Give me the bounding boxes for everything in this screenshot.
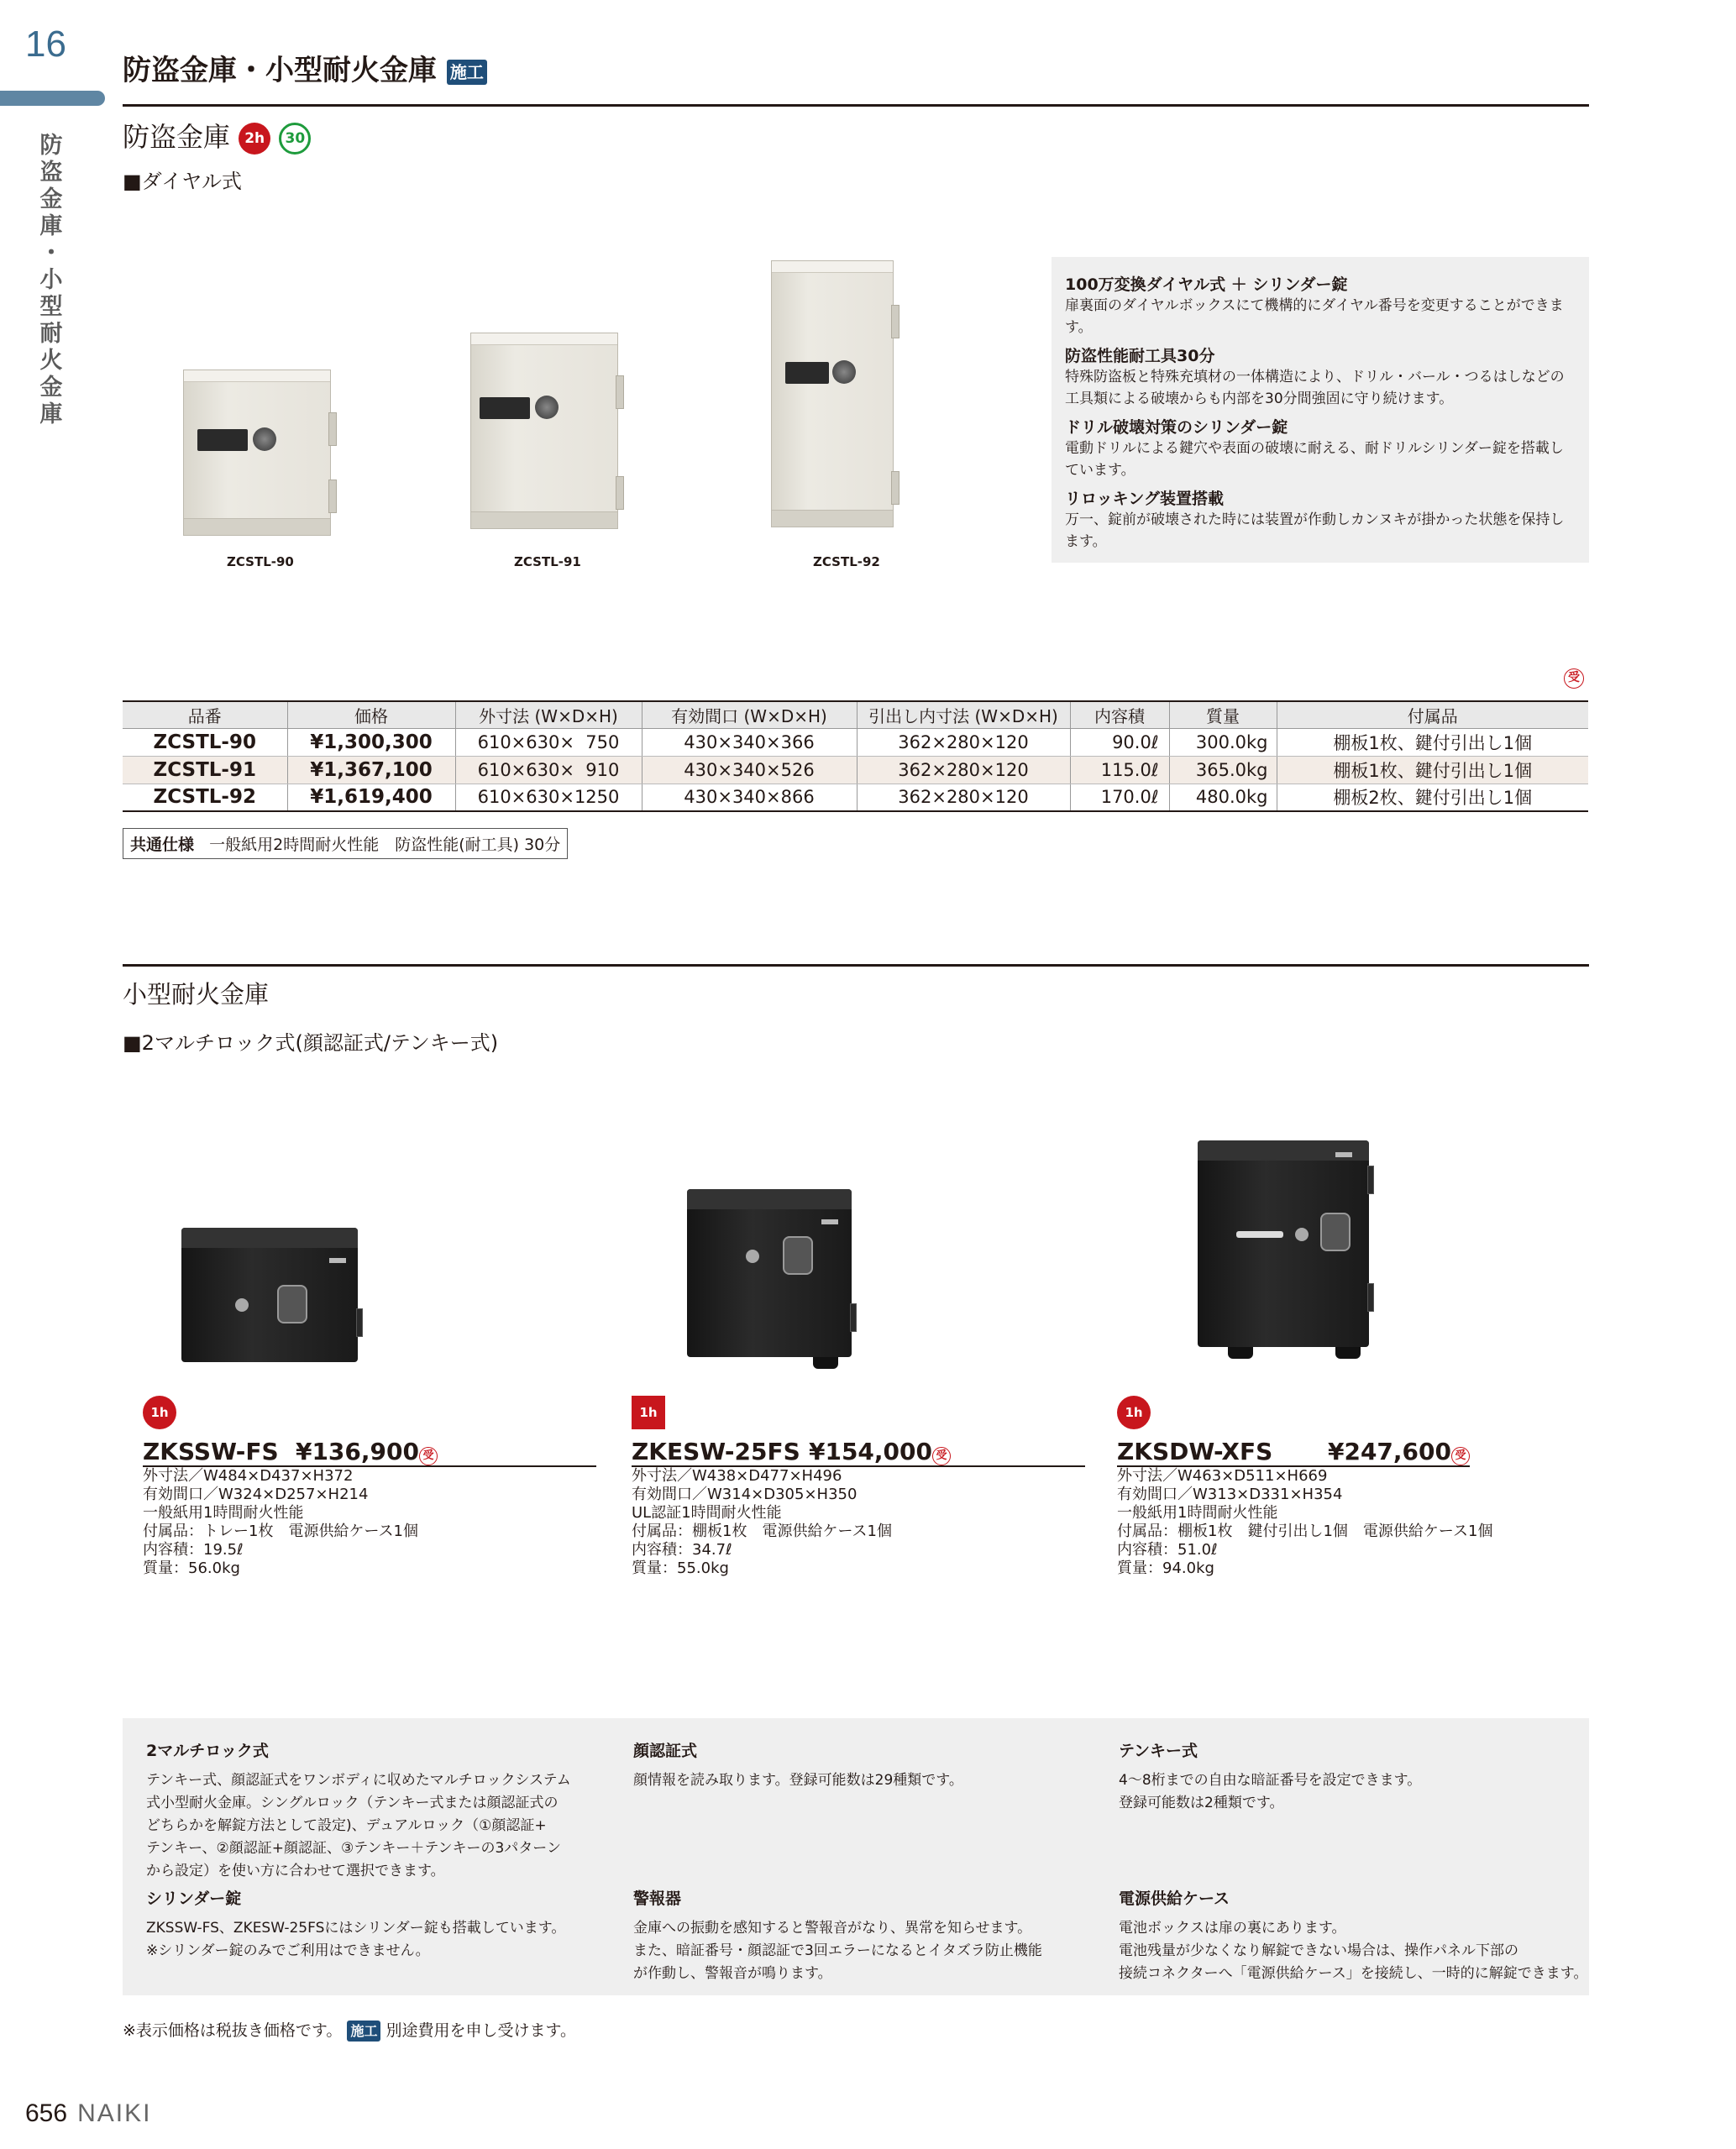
col-header: 引出し内寸法 (W×D×H) [857,701,1070,728]
spec-line: 一般紙用1時間耐火性能 [143,1504,304,1522]
spec-line: 外寸法／W438×D477×H496 [632,1467,842,1485]
product-name: ZKSSW-FS [143,1438,279,1465]
page-title: 防盗金庫・小型耐火金庫 施工 [123,47,487,88]
col-header: 品番 [123,701,287,728]
fire-2h-icon: 2h [239,123,270,155]
spec-line: 質量：56.0kg [143,1559,240,1577]
product-name: ZKESW-25FS [632,1438,800,1465]
order-mark: 受 [1451,1447,1470,1465]
anti-theft-30-icon: 30 [279,123,311,155]
multilock-subtitle: ■2マルチロック式(顔認証式/テンキー式) [123,1031,499,1055]
order-mark: 受 [419,1447,438,1465]
feature-title: 100万変換ダイヤル式 ＋ シリンダー錠 [1065,275,1348,294]
page-tab-number: 16 [25,24,66,65]
col-header: 有効間口 (W×D×H) [642,701,857,728]
col-header: 価格 [287,701,455,728]
safe-image-zksdw-xfs [1198,1140,1369,1347]
spec-line: 内容積：51.0ℓ [1117,1541,1218,1559]
spec-line: 付属品：棚板1枚 鍵付引出し1個 電源供給ケース1個 [1117,1523,1493,1540]
safe-image-zkesw-25fs [687,1189,852,1357]
side-label: 防 盗 金 庫 ・ 小 型 耐 火 金 庫 [39,133,63,427]
table-row: ZCSTL-92 ¥1,619,400 610×630×1250 430×340×866 362×280×120 170.0ℓ 480.0kg 棚板2枚、鍵付引出し1個 [123,784,1588,811]
product-zksdw-xfs [1117,1396,1587,1578]
col-header: 質量 [1169,701,1277,728]
feature-tenkey: テンキー式 4～8桁までの自由な暗証番号を設定できます。 登録可能数は2種類です。 [1119,1742,1422,1811]
spec-line: 有効間口／W314×D305×H350 [632,1486,858,1503]
spec-line: 質量：94.0kg [1117,1559,1214,1577]
safe-image-zkssw-fs [181,1228,358,1362]
product-price: ¥247,600 [1327,1438,1451,1465]
feature-cylinder: シリンダー錠 ZKSSW-FS、ZKESW-25FSにはシリンダー錠も搭載しています。 ※シリンダー錠のみでご利用はできません。 [146,1890,566,1959]
spec-line: 外寸法／W463×D511×H669 [1117,1467,1328,1485]
safe-image-zcstl-91 [470,333,618,529]
caption-zcstl-92: ZCSTL-92 [813,554,880,569]
spec-line: 有効間口／W324×D257×H214 [143,1486,369,1503]
fire-1h-icon: 1h [143,1396,176,1429]
table-row: ZCSTL-91 ¥1,367,100 610×630× 910 430×340×526 362×280×120 115.0ℓ 365.0kg 棚板1枚、鍵付引出し1個 [123,756,1588,784]
page-folio: 656 NAIKI [25,2099,152,2127]
construction-badge: 施工 [447,60,487,85]
feature-desc: 特殊防盗板と特殊充填材の一体構造により、ドリル・バール・つるはしなどの工具類による破壊からも内部を30分間強固に守り続けます。 [1065,369,1565,407]
caption-zcstl-91: ZCSTL-91 [514,554,581,569]
spec-line: 内容積：34.7ℓ [632,1541,732,1559]
feature-title: 防盗性能耐工具30分 [1065,347,1215,365]
feature-desc: 扉裏面のダイヤルボックスにて機構的にダイヤル番号を変更することができます。 [1065,297,1564,336]
table-header-row [123,701,1588,728]
spec-line: UL認証1時間耐火性能 [632,1504,782,1522]
tab-bar [0,91,105,106]
anti-theft-section-title: 防盗金庫 2h 30 [123,116,311,155]
col-header: 内容積 [1070,701,1169,728]
order-mark: 受 [1564,668,1584,689]
common-spec: 共通仕様 一般紙用2時間耐火性能 防盗性能(耐工具) 30分 [123,828,568,859]
product-price: ¥154,000 [808,1438,932,1465]
feature-desc: 電動ドリルによる鍵穴や表面の破壊に耐える、耐ドリルシリンダー錠を搭載しています。 [1065,440,1564,479]
col-header: 付属品 [1277,701,1588,728]
anti-theft-spec-table [123,700,1588,812]
fire-1h-icon: 1h [632,1396,665,1429]
spec-line: 有効間口／W313×D331×H354 [1117,1486,1343,1503]
spec-line: 質量：55.0kg [632,1559,729,1577]
feature-alarm: 警報器 金庫への振動を感知すると警報音がなり、異常を知らせます。 また、暗証番号・顔認証で3回エラーになるとイタズラ防止機能 が作動し、警報音が鳴ります。 [633,1890,1042,1982]
section-rule [123,964,1589,967]
safe-image-zcstl-90 [183,370,331,536]
product-name: ZKSDW-XFS [1117,1438,1273,1465]
dial-subtitle: ■ダイヤル式 [123,170,242,193]
spec-line: 内容積：19.5ℓ [143,1541,244,1559]
spec-line: 付属品：トレー1枚 電源供給ケース1個 [143,1523,419,1540]
spec-line: 付属品：棚板1枚 電源供給ケース1個 [632,1523,893,1540]
feature-desc: 万一、錠前が破壊された時には装置が作動しカンヌキが掛かった状態を保持します。 [1065,511,1565,550]
spec-line: 一般紙用1時間耐火性能 [1117,1504,1278,1522]
feature-title: リロッキング装置搭載 [1065,490,1225,508]
spec-line: 外寸法／W484×D437×H372 [143,1467,354,1485]
feature-title: ドリル破壊対策のシリンダー錠 [1065,418,1288,437]
fire-safe-section-title: 小型耐火金庫 [123,980,270,1009]
feature-multilock: 2マルチロック式 テンキー式、顔認証式をワンボディに収めたマルチロックシステム 式小型耐火金庫。シングルロック（テンキー式または顔認証式の どちらかを解錠方法として設定)、デュアルロック（①顔認証+ テンキー、②顔認証+顔認証、③テンキー＋テンキーの3パターン から設定）を使い方に合わせて選択できます。 [146,1742,571,1879]
construction-badge: 施工 [347,2021,380,2042]
anti-theft-features [1052,257,1589,563]
product-price: ¥136,900 [295,1438,419,1465]
product-zkssw-fs [143,1396,596,1578]
safe-image-zcstl-92 [771,260,894,527]
caption-zcstl-90: ZCSTL-90 [227,554,294,569]
product-zkesw-25fs [632,1396,1085,1578]
table-row: ZCSTL-90 ¥1,300,300 610×630× 750 430×340×366 362×280×120 90.0ℓ 300.0kg 棚板1枚、鍵付引出し1個 [123,728,1588,756]
fire-safe-features [123,1718,1589,1995]
order-mark: 受 [932,1447,951,1465]
feature-face-auth: 顔認証式 顔情報を読み取ります。登録可能数は29種類です。 [633,1742,963,1789]
fire-1h-icon: 1h [1117,1396,1151,1429]
price-note: ※表示価格は税抜き価格です。 施工 別途費用を申し受けます。 [123,2018,576,2042]
header-rule [123,104,1589,107]
col-header: 外寸法 (W×D×H) [455,701,642,728]
feature-power-case: 電源供給ケース 電池ボックスは扉の裏にあります。 電池残量が少なくなり解錠できない場合は、操作パネル下部の 接続コネクターへ「電源供給ケース」を接続し、一時的に解錠できます。 [1119,1890,1588,1982]
